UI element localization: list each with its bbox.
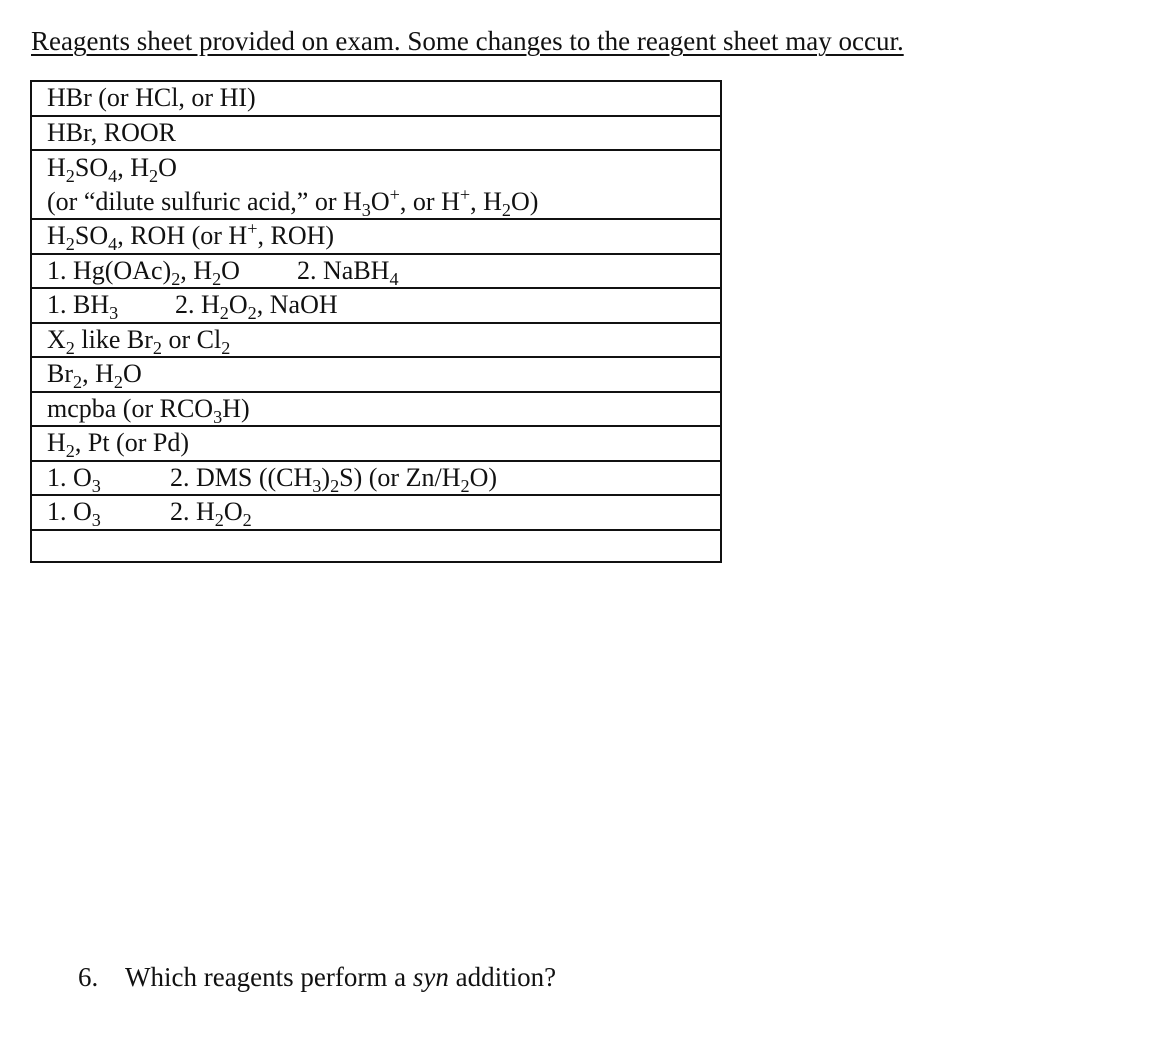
reagent-text: HBr (or HCl, or HI)	[47, 83, 256, 112]
reagent-row-bromine-water	[32, 358, 720, 393]
reagent-row-hydrogenation	[32, 427, 720, 462]
reagent-row-empty	[32, 531, 720, 561]
reagent-step-1: 1. $Hg(OAc)_2$, $H_2O$	[47, 255, 240, 289]
reagent-table	[30, 80, 722, 563]
reagent-row-hbr	[32, 82, 720, 117]
reagent-row-oxymercuration	[32, 255, 720, 290]
reagent-row-hbr-roor	[32, 117, 720, 152]
reagent-row-sulfuric-acid-alcohol	[32, 220, 720, 255]
reagent-text: $X_2$ like $Br_2$ or $Cl_2$	[47, 324, 231, 358]
question-6	[78, 960, 556, 994]
reagent-row-ozonolysis-dms	[32, 462, 720, 497]
reagent-row-mcpba	[32, 393, 720, 428]
reagent-step-1: 1. $O_3$	[47, 462, 101, 496]
reagent-line-1: $H_2SO_4$, $H_2O$	[47, 153, 177, 187]
reagent-step-2: 2. $H_2O_2$, NaOH	[175, 290, 338, 324]
reagent-step-2: 2. $H_2O_2$	[170, 497, 252, 531]
reagent-step-2: 2. NaBH$_4$	[297, 255, 399, 289]
reagent-step-2: 2. DMS $((CH_3)_2S)$ (or $Zn/H_2O$)	[170, 462, 498, 496]
question-text: Which reagents perform a syn addition?	[125, 962, 557, 992]
reagent-row-ozonolysis-peroxide	[32, 496, 720, 531]
reagent-row-halogen	[32, 324, 720, 359]
reagent-row-sulfuric-acid-water	[32, 151, 720, 220]
reagent-line-2: (or “dilute sulfuric acid,” or $H_3O^+$, or H+, $H_2O$)	[47, 183, 539, 220]
reagent-step-1: 1. $O_3$	[47, 497, 101, 531]
question-number: 6.	[78, 962, 99, 992]
reagent-text: mcpba (or $RCO_3H$)	[47, 393, 250, 427]
reagent-text: $H_2SO_4$, ROH (or H+, ROH)	[47, 218, 335, 255]
reagent-row-hydroboration	[32, 289, 720, 324]
question-emphasis: syn	[412, 962, 449, 992]
page-heading: Reagents sheet provided on exam. Some changes to the reagent sheet may occur.	[31, 26, 904, 56]
reagent-text: HBr, ROOR	[47, 117, 176, 147]
reagent-step-1: 1. $BH_3$	[47, 290, 119, 324]
reagent-text: $Br_2$, $H_2O$	[47, 359, 142, 393]
reagent-text: $H_2$, Pt (or Pd)	[47, 428, 189, 462]
